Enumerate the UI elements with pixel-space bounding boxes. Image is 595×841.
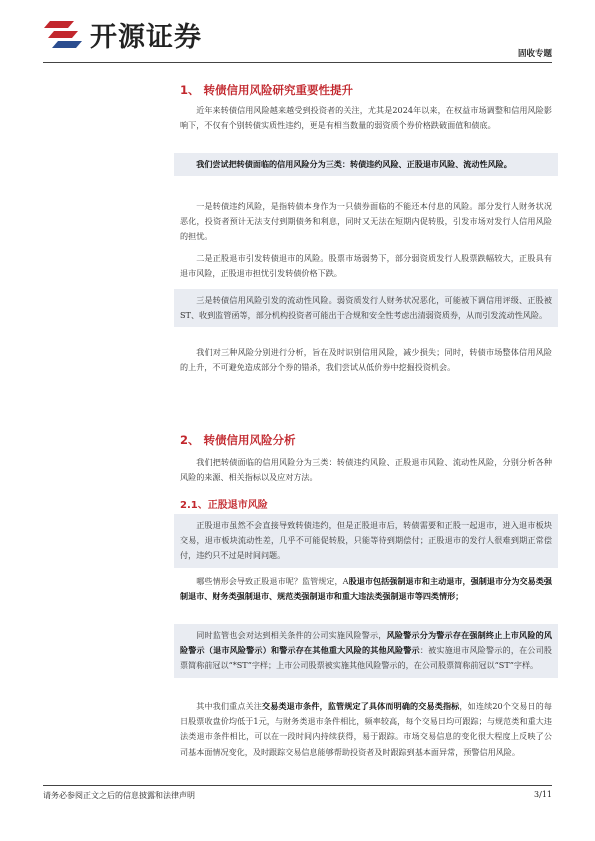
shaded-paragraph xyxy=(174,514,558,568)
section-1-body-2 xyxy=(180,251,552,281)
footer-divider xyxy=(43,785,552,786)
text-span: 其中我们重点关注 xyxy=(196,701,262,711)
paragraph: 一是转债违约风险，是指转债本身作为一只债券面临的不能还本付息的风险。部分发行人财务状况恶化，投资者预计无法支付到期债务和利息，同时又无法在短期内促转股，引发市场对发行人信用风险的担忧。 xyxy=(180,201,552,242)
paragraph xyxy=(180,574,552,604)
trading-criteria-paragraph xyxy=(180,699,552,760)
paragraph xyxy=(180,699,552,760)
document-type: 固收专题 xyxy=(517,49,552,59)
paragraph: 我们把转债面临的信用风险分为三类：转债违约风险、正股退市风险、流动性风险，分别分析各种风险的来源、相关指标以及应对方法。 xyxy=(180,457,552,483)
text-span: ：被实施退市风险警示的，在公司股票简称前冠以“*ST”字样；上市公司股票被实施其他风险警示的，在公司股票简称前冠以“ST”字样。 xyxy=(180,645,552,671)
subsection-2-1-title: 2.1、正股退市风险 xyxy=(180,500,268,511)
section-1-intro xyxy=(180,103,552,133)
paragraph: 二是正股退市引发转债退市的风险。股票市场弱势下，部分弱资质发行人股票跌幅较大，正股具有退市风险，正股退市担忧引发转债价格下跌。 xyxy=(180,253,552,279)
section-2-intro xyxy=(180,455,552,485)
paragraph: 三是转债信用风险引发的流动性风险。弱资质发行人财务状况恶化，可能被下调信用评级、正股被ST、收到监管函等，部分机构投资者可能出于合规和安全性考虑出清弱资质券，从而引发流动性风险。 xyxy=(180,295,552,321)
bold-span: 风险警示分为警示存在强制终止上市风险的风险警示（退市风险警示）和警示存在其他重大风险的其他风险警示 xyxy=(180,630,552,656)
brand-name: 开源证券 xyxy=(90,21,202,53)
paragraph-risk-types: 我们尝试把转债面临的信用风险分为三类：转债违约风险、正股退市风险、流动性风险。 xyxy=(196,159,512,169)
paragraph: 我们对三种风险分别进行分析，旨在及时识别信用风险，减少损失；同时，转债市场整体信用风险的上升，不可避免造成部分个券的错杀，我们尝试从低价券中挖掘投资机会。 xyxy=(180,347,552,373)
text-span: ，如连续20个交易日的每日股票收盘价均低于1元，与财务类退市条件相比，频率较高，每个交易日均可跟踪；与规范类和重大违法类退市条件相比，可以在一段时间内持续获得，易于跟踪。市场交易信息的变化很大程度上反映了公司基本面情况变化，及时跟踪交易信息能够帮助投资者及时跟踪到基本面异常，预警信用风险。 xyxy=(180,701,552,757)
brand-logo xyxy=(44,14,202,54)
bold-span: 股退市包括强制退市和主动退市，强制退市分为交易类强制退市、财务类强制退市、规范类强制退市和重大违法类强制退市等四类情形； xyxy=(180,576,552,602)
text-span: 同时监管也会对达到相关条件的公司实施风险警示， xyxy=(196,630,387,640)
section-2-title: 2、 转债信用风险分析 xyxy=(180,433,296,447)
text-span: 哪些情形会导致正股退市呢？监管规定，A xyxy=(196,576,349,586)
page-number: 3/11 xyxy=(534,790,552,799)
brand-logo-icon xyxy=(44,15,84,53)
shaded-paragraph xyxy=(174,289,558,327)
header-divider xyxy=(43,62,552,63)
bold-span: 交易类退市条件，监管规定了具体而明确的交易类指标 xyxy=(262,701,460,711)
section-1-body-3 xyxy=(180,345,552,375)
section-1-title: 1、 转债信用风险研究重要性提升 xyxy=(180,83,354,97)
highlight-box xyxy=(174,153,558,176)
section-1-body xyxy=(180,199,552,245)
footer-disclaimer: 请务必参阅正文之后的信息披露和法律声明 xyxy=(43,791,195,800)
risk-warning-paragraph xyxy=(174,624,558,678)
paragraph: 近年来转债信用风险越来越受到投资者的关注，尤其是2024年以来，在权益市场调整和信用风险影响下，不仅有个别转债实质性违约，更是有相当数量的弱资质个券价格跌破面值和债底。 xyxy=(180,105,552,131)
delisting-criteria xyxy=(180,574,552,604)
paragraph: 正股退市虽然不会直接导致转债违约，但是正股退市后，转债需要和正股一起退市，进入退市板块交易，退市板块流动性差，几乎不可能促转股，只能等待到期偿付；正股退市的发行人很难到期正常偿付，违约只不过是时间问题。 xyxy=(180,520,552,561)
paragraph xyxy=(180,628,552,674)
